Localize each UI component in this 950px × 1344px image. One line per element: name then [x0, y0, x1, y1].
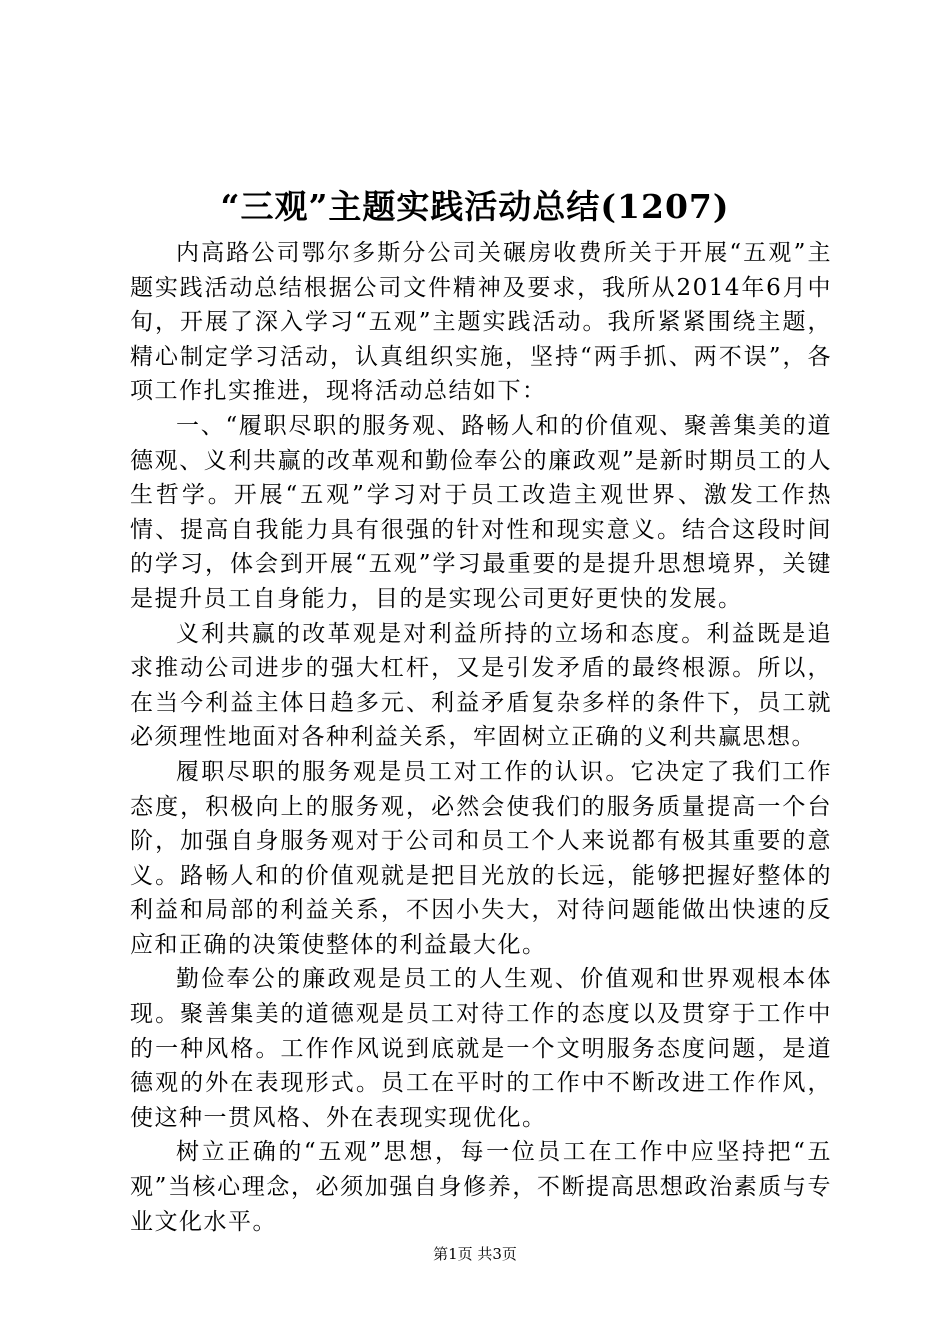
paragraph-conclusion: 树立正确的“五观”思想，每一位员工在工作中应坚持把“五观”当核心理念，必须加强自身修养，不断提高思想政治素质与专业文化水平。 — [130, 1139, 832, 1235]
paragraph-integrity-view: 勤俭奉公的廉政观是员工的人生观、价值观和世界观根本体现。聚善集美的道德观是员工对待工作的态度以及贯穿于工作中的一种风格。工作作风说到底就是一个文明服务态度问题，是道德观的外在表现形式。员工在平时的工作中不断改进工作作风，使这种一贯风格、外在表现实现优化。 — [130, 966, 832, 1131]
paragraph-service-view: 履职尽职的服务观是员工对工作的认识。它决定了我们工作态度，积极向上的服务观，必然会使我们的服务质量提高一个台阶，加强自身服务观对于公司和员工个人来说都有极其重要的意义。路畅人和的价值观就是把目光放的长远，能够把握好整体的利益和局部的利益关系，不因小失大，对待问题能做出快速的反应和正确的决策使整体的利益最大化。 — [130, 758, 832, 958]
page-number-footer: 第1页 共3页 — [433, 1245, 517, 1263]
document-body — [130, 236, 832, 1239]
paragraph-intro: 内高路公司鄂尔多斯分公司关碾房收费所关于开展“五观”主题实践活动总结根据公司文件精神及要求，我所从2014年6月中旬，开展了深入学习“五观”主题实践活动。我所紧紧围绕主题，精心制定学习活动，认真组织实施，坚持“两手抓、两不误”，各项工作扎实推进，现将活动总结如下： — [130, 240, 832, 405]
paragraph-section-one: 一、“履职尽职的服务观、路畅人和的价值观、聚善集美的道德观、义利共赢的改革观和勤俭奉公的廉政观”是新时期员工的人生哲学。开展“五观”学习对于员工改造主观世界、激发工作热情、提高自我能力具有很强的针对性和现实意义。结合这段时间的学习，体会到开展“五观”学习最重要的是提升思想境界，关键是提升员工自身能力，目的是实现公司更好更快的发展。 — [130, 412, 832, 612]
document-title: “三观”主题实践活动总结(1207) — [220, 187, 730, 226]
paragraph-reform-view: 义利共赢的改革观是对利益所持的立场和态度。利益既是追求推动公司进步的强大杠杆，又是引发矛盾的最终根源。所以，在当今利益主体日趋多元、利益矛盾复杂多样的条件下，员工就必须理性地面对各种利益关系，牢固树立正确的义利共赢思想。 — [130, 620, 832, 751]
